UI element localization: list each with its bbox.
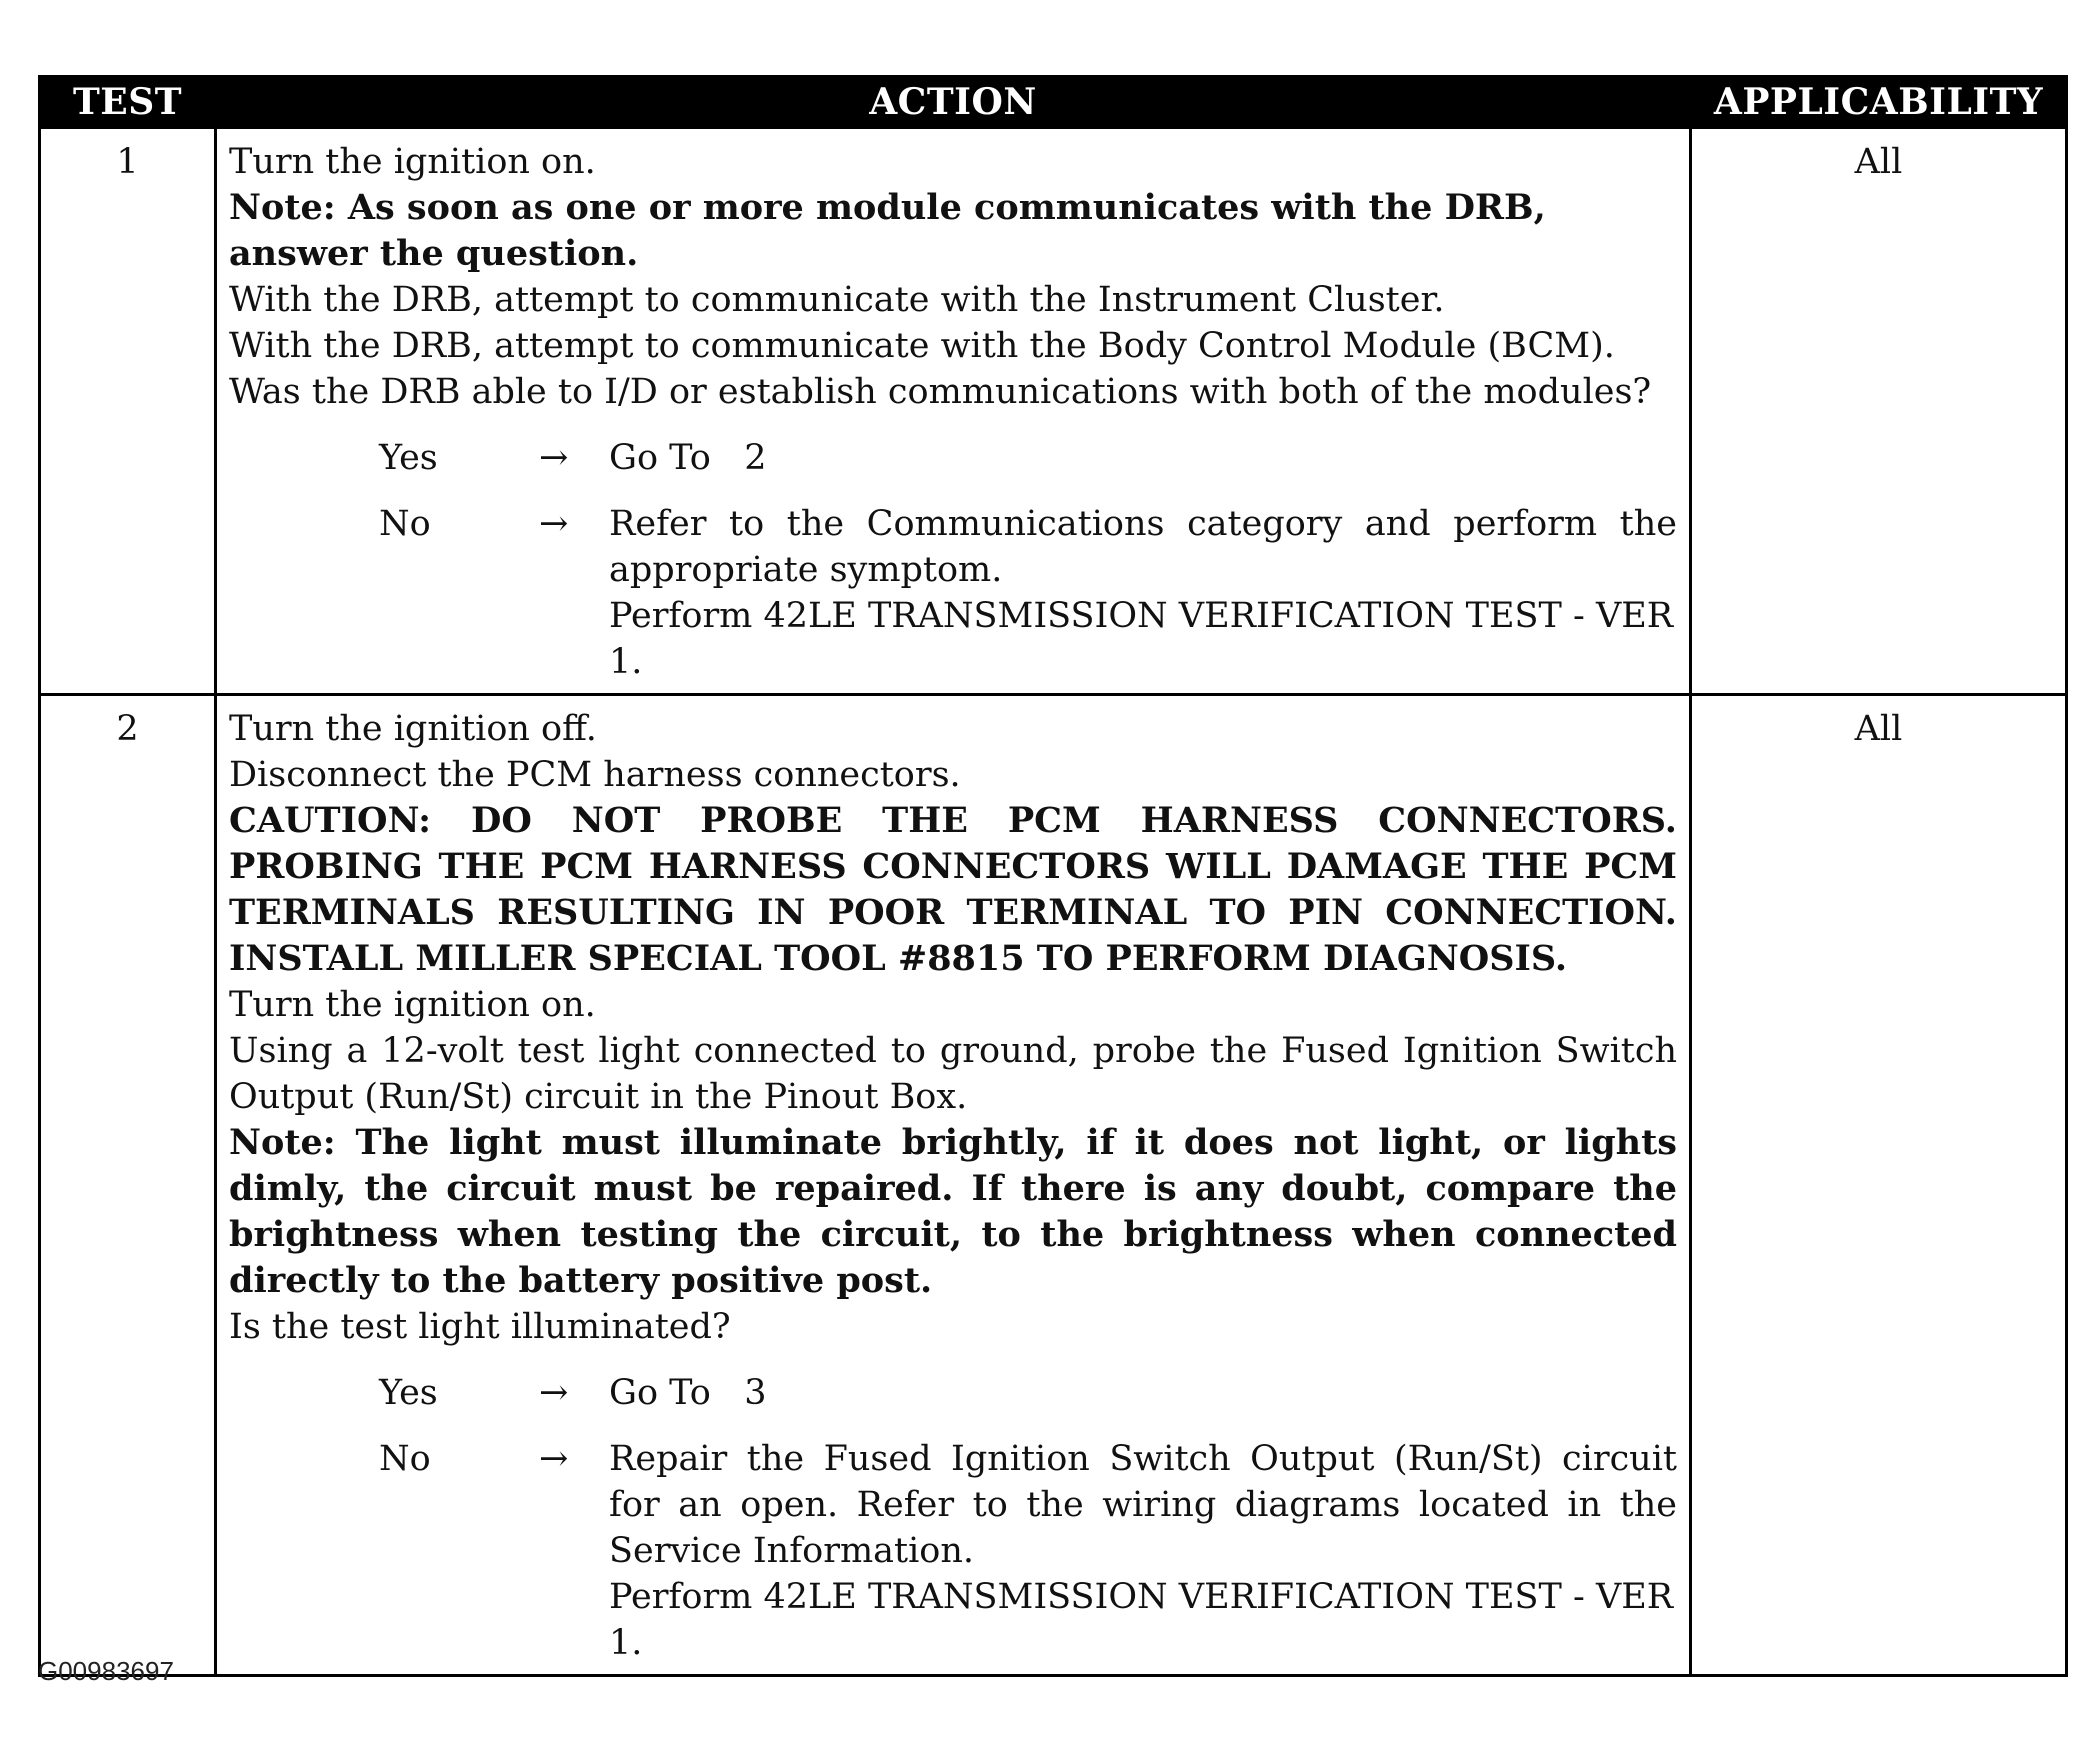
- arrow-icon: →: [539, 504, 569, 544]
- no-result-verify: Perform 42LE TRANSMISSION VERIFICATION TEST - VER 1.: [609, 596, 1674, 682]
- yes-label: Yes: [379, 1373, 438, 1413]
- test-row: [40, 128, 2067, 695]
- test-number: 2: [40, 695, 216, 1676]
- step-text: With the DRB, attempt to communicate with the Instrument Cluster.: [229, 280, 1445, 320]
- no-result: [609, 501, 1677, 685]
- no-result-verify: Perform 42LE TRANSMISSION VERIFICATION TEST - VER 1.: [609, 1577, 1674, 1663]
- question-text: Was the DRB able to I/D or establish communications with both of the modules?: [229, 372, 1652, 412]
- no-result-text: Refer to the Communications category and perform the appropriate symptom.: [609, 504, 1677, 590]
- arrow-icon: →: [539, 438, 569, 478]
- yes-outcome: [379, 1370, 1677, 1416]
- note-text: Note: As soon as one or more module communicates with the DRB, answer the question.: [229, 187, 1546, 274]
- yes-result: Go To 3: [609, 1373, 767, 1413]
- yes-outcome: [379, 435, 1677, 481]
- question-text: Is the test light illuminated?: [229, 1307, 731, 1347]
- caution-text: CAUTION: DO NOT PROBE THE PCM HARNESS CONNECTORS. PROBING THE PCM HARNESS CONNECTORS WILL DAMAGE THE PCM TERMINALS RESULTING IN POOR TERMINAL TO PIN CONNECTION. INSTALL MILLER SPECIAL TOOL #8815 TO PERFORM DIAGNOSIS.: [229, 800, 1677, 979]
- note-text: Note: The light must illuminate brightly, if it does not light, or lights dimly, the circuit must be repaired. If there is any doubt, compare the brightness when testing the circuit, to the brightness when connected directly to the battery positive post.: [229, 1122, 1677, 1301]
- header-test: TEST: [40, 77, 216, 128]
- step-text: Disconnect the PCM harness connectors.: [229, 755, 961, 795]
- yes-result: Go To 2: [609, 438, 767, 478]
- applicability-cell: All: [1691, 128, 2067, 695]
- header-applicability: APPLICABILITY: [1691, 77, 2067, 128]
- no-outcome: [379, 501, 1677, 685]
- no-result: [609, 1436, 1677, 1666]
- action-cell: [216, 695, 1691, 1676]
- step-text: Turn the ignition off.: [229, 709, 597, 749]
- step-text: Turn the ignition on.: [229, 985, 596, 1025]
- action-cell: [216, 128, 1691, 695]
- no-result-text: Repair the Fused Ignition Switch Output (Run/St) circuit for an open. Refer to the wiring diagrams located in the Service Information.: [609, 1439, 1677, 1571]
- no-outcome: [379, 1436, 1677, 1666]
- diagnostic-table: [38, 75, 2068, 1677]
- step-text: Using a 12-volt test light connected to ground, probe the Fused Ignition Switch Output (Run/St) circuit in the Pinout Box.: [229, 1031, 1677, 1117]
- applicability-cell: All: [1691, 695, 2067, 1676]
- test-row: [40, 695, 2067, 1676]
- arrow-icon: →: [539, 1439, 569, 1479]
- figure-id: G00983697: [38, 1656, 174, 1686]
- header-row: [40, 77, 2067, 128]
- step-text: With the DRB, attempt to communicate with the Body Control Module (BCM).: [229, 326, 1615, 366]
- header-action: ACTION: [216, 77, 1691, 128]
- arrow-icon: →: [539, 1373, 569, 1413]
- step-text: Turn the ignition on.: [229, 142, 596, 182]
- test-number: 1: [40, 128, 216, 695]
- no-label: No: [379, 1439, 431, 1479]
- no-label: No: [379, 504, 431, 544]
- yes-label: Yes: [379, 438, 438, 478]
